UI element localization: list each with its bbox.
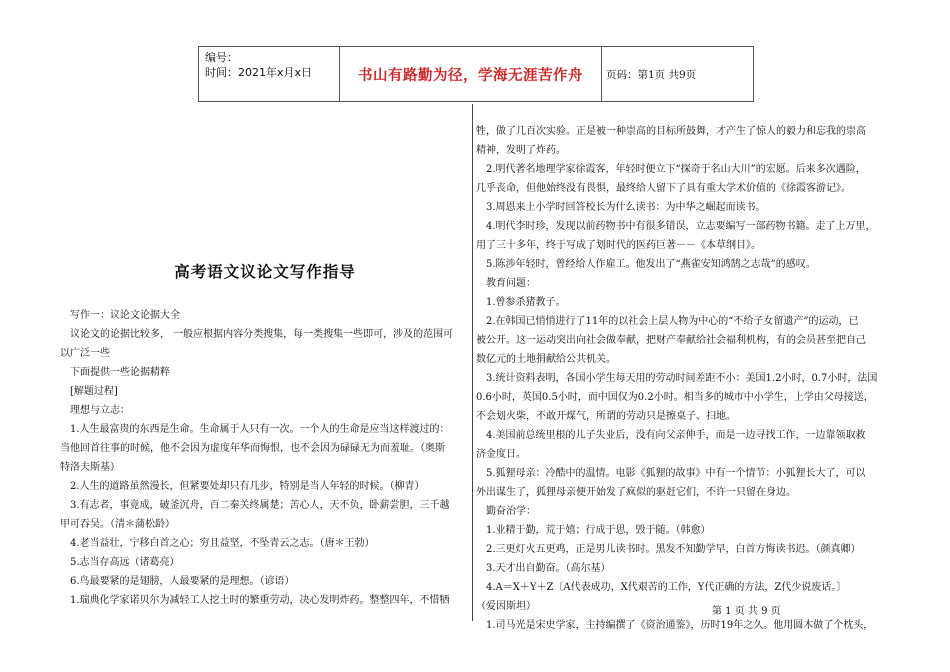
text-line: 2.在韩国已悄悄进行了11年的以社会上层人物为中心的“不给子女留遗产”的运动，已 [486,316,859,327]
text-line: 1.瑞典化学家诺贝尔为减轻工人挖土时的繁重劳动，决心发明炸药。整整四年，不惜牺 [70,595,450,606]
text-line: 2.明代著名地理学家徐霞客，年轻时便立下“探奇于名山大川”的宏愿。后来多次遇险， [486,164,866,175]
text-line: 以广泛一些 [60,348,110,359]
text-line: 5.狐狸母亲：冷酷中的温情。电影《狐狸的故事》中有一个情节：小狐狸长大了，可以 [486,468,866,479]
header-meta [199,47,340,101]
text-line: 3.统计资料表明，各国小学生每天用的劳动时间差距不小：美国1.2小时，0.7小时，法国 [486,373,878,384]
time-label: 时间：2021年x月x日 [205,66,313,79]
number-label: 编号： [205,51,238,64]
header-motto: 书山有路勤为径，学海无涯苦作舟 [340,47,602,101]
text-line: [解题过程] [70,386,118,397]
text-line: 4.美国前总统里根的儿子失业后，没有向父亲伸手，而是一边寻找工作，一边靠领取救 [486,430,866,441]
text-line: 4.明代李时珍，发现以前药物书中有很多错误，立志要编写一部药物书籍。走了上万里， [486,221,876,232]
text-line: 1.人生最富贵的东西是生命。生命属于人只有一次。一个人的生命是应当这样渡过的： [70,424,450,435]
page-footer: 第 1 页 共 9 页 [712,606,781,617]
text-line: 外出谋生了，狐狸母亲便开始发了疯似的驱赶它们，不许一只留在身边。 [476,487,796,498]
text-line: 3.天才出自勤奋。（高尔基） [486,563,611,574]
text-line: 写作一：议论文论据大全 [70,310,180,321]
text-line: 被公开。这一运动突出向社会做奉献，把财产奉献给社会福利机构，有的会员甚至把自己 [476,335,866,346]
text-line: 4.A＝X＋Y＋Z〔A代表成功，X代艰苦的工作，Y代正确的方法，Z代少说废话。〕 [486,582,847,593]
left-column [60,306,470,610]
text-line: 3.有志者，事竟成，破釜沉舟，百二秦关终属楚；苦心人，天不负，卧薪尝胆，三千越 [70,500,450,511]
text-line: 教育问题： [486,278,536,289]
text-line: 牲，做了几百次实验。正是被一种崇高的目标所鼓舞，才产生了惊人的毅力和忘我的崇高 [476,126,866,137]
text-line: 1.曾参杀猪教子。 [486,297,566,308]
header-table [198,46,754,102]
text-line: 1.业精于勤，荒于嬉；行成于思，毁于随。（韩愈） [486,525,711,536]
text-line: 2.三更灯火五更鸡，正是男儿读书时。黑发不知勤学早，白首方悔读书迟。（颜真卿） [486,544,861,555]
text-line: 4.老当益壮，宁移白首之心；穷且益坚，不坠青云之志。（唐＊王勃） [70,538,375,549]
text-line: 3.周恩来上小学时回答校长为什么读书：为中华之崛起而读书。 [486,202,766,213]
text-line: 0.6小时，英国0.5小时，而中国仅为0.2小时。相当多的城市中小学生，上学由父母接送， [476,392,874,403]
text-line: 5.陈涉年轻时，曾经给人作雇工。他发出了“燕雀安知鸿鹄之志哉”的感叹。 [486,259,816,270]
header-page-info: 页码：第1页 共9页 [606,68,697,81]
text-line: 理想与立志： [70,405,130,416]
text-line: 下面提供一些论据精粹 [70,367,170,378]
column-divider [472,104,473,621]
text-line: 特洛夫斯基） [60,462,120,473]
document-title: 高考语文议论文写作指导 [174,262,356,281]
text-line: （爱因斯坦） [476,601,536,612]
text-line: 议论文的论据比较多， 一般应根据内容分类搜集，每一类搜集一些即可，涉及的范围可 [70,329,454,340]
text-line: 当他回首往事的时候，他不会因为虚度年华而悔恨，也不会因为碌碌无为而羞耻。（奥斯 [60,443,445,454]
right-column [476,122,896,635]
text-line: 用了三十多年，终于写成了划时代的医药巨著－－《本草纲目》。 [476,240,761,251]
text-line: 勤奋治学： [486,506,536,517]
text-line: 5.志当存高远（诸葛亮） [70,557,180,568]
text-line: 不会划火柴，不敢开煤气，所谓的劳动只是擦桌子、扫地。 [476,411,736,422]
text-line: 1.司马光是宋史学家，主持编撰了《资治通鉴》，历时19年之久。他用圆木做了个枕头， [486,620,874,631]
text-line: 甲可吞吴。（清＊蒲松龄） [60,519,175,530]
text-line: 精神，发明了炸药。 [476,145,566,156]
text-line: 数亿元的土地捐献给公共机关。 [476,354,616,365]
text-line: 几乎丧命，但他始终没有畏惧，最终给人留下了具有重大学术价值的《徐霞客游记》。 [476,183,851,194]
text-line: 2.人生的道路虽然漫长，但紧要处却只有几步，特别是当人年轻的时候。（柳青） [70,481,425,492]
text-line: 济金度日。 [476,449,526,460]
text-line: 6.鸟最要紧的是翅膀，人最要紧的是理想。（谚语） [70,576,295,587]
